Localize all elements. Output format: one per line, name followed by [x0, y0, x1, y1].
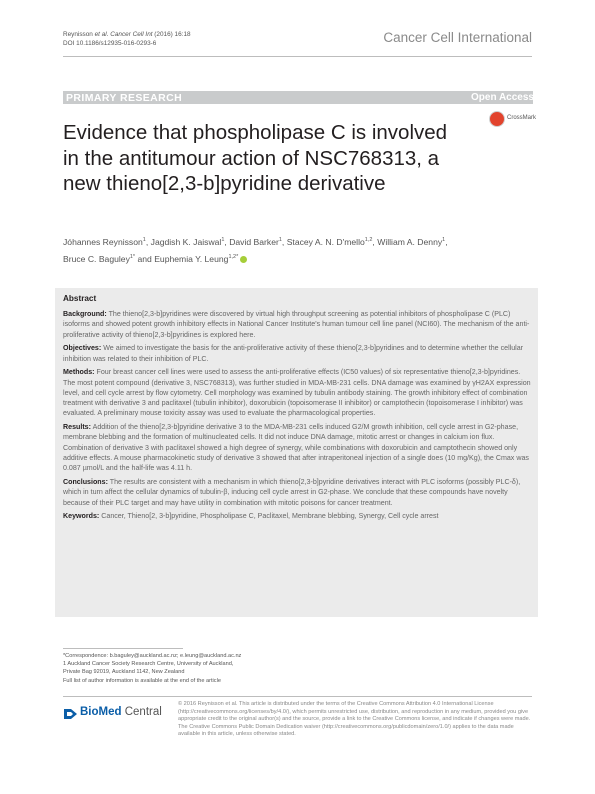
header-divider — [63, 56, 532, 57]
abstract-results — [63, 422, 533, 473]
author-name[interactable]: David Barker — [229, 236, 279, 247]
orcid-icon[interactable] — [240, 256, 247, 263]
open-access-label: Open Access — [471, 92, 534, 103]
section-text: Addition of the thieno[2,3-b]pyridine derivative 3 to the MDA-MB-231 cells induced G2/M growth inhibition, cell cycle arrest in G2-phase, membrane blebbing and the formation of multinucleated cells. It did not induce DNA damage, mitotic arrest or changes in calcium ion flux. Combination of derivative 3 with paclitaxel showed a high degree of synergy, while combinations with doxorubicin and camptothecin showed only additive effects. A mouse pharmacokinetic study of derivative 3 showed that after intraperitoneal injection of a single does (10 mg/Kg), the Cmax was 0.087 µmol/L and the half-life was 4.11 h. — [63, 423, 529, 473]
affiliation-note: 1 Auckland Cancer Society Research Centre, University of Auckland, — [63, 661, 234, 668]
footer-divider — [63, 696, 532, 697]
author-affiliation: 1 — [442, 237, 446, 243]
author-affiliation: 1,2* — [228, 254, 239, 261]
citation-year: (2016) 16:18 — [152, 31, 191, 38]
author-line-2 — [63, 250, 523, 267]
author-name[interactable]: William A. Denny — [377, 236, 443, 247]
footnotes — [63, 652, 313, 685]
abstract-background — [63, 309, 533, 340]
author-affiliation: 1* — [129, 254, 136, 261]
article-type-label: PRIMARY RESEARCH — [66, 92, 183, 104]
section-text: The thieno[2,3-b]pyridines were discovered by virtual high throughput screening as potential inhibitors of phospholipase C (PLC) isoforms and showed potent growth inhibitory effects in National Cancer Institute's human tumour cell line panel (NCI60). The mechanism of the anti-proliferative activity of thieno[2,3-b]pyridines is explored here. — [63, 310, 530, 339]
crossmark-label[interactable]: CrossMark — [507, 115, 537, 121]
license-text: © 2016 Reynisson et al. This article is distributed under the terms of the Creative Commons Attribution 4.0 International License (http://creativecommons.org/licenses/by/4.0/), which permits unrestricted use, distribution, and reproduction in any medium, provided you give appropriate credit to the original author(s) and the source, provide a link to the Creative Commons license, and indicate if changes were made. The Creative Commons Public Domain Dedication waiver (http://creativecommons.org/publicdomain/zero/1.0/) applies to the data made available in this article, unless otherwise stated. — [178, 701, 531, 738]
author-name[interactable]: Jagdish K. Jaiswal — [150, 236, 222, 247]
section-text: Four breast cancer cell lines were used to assess the anti-proliferative effects (IC50 values) of six representative thieno[2,3-b]pyridines. The most potent compound (derivative 3, NSC768313), was further studied in MDA-MB-231 cells. DNA damage was examined by γH2AX expression level, and cell cycle arrest by flow cytometry. Cell morphology was examined by tubulin antibody staining. The growth inhibitory effect of combination treatment with derivative 3 and paclitaxel (tubulin inhibitor), doxorubicin (topoisomerase II inhibitor) or camptothecin (topoisomerase I inhibitor) was evaluated. A preliminary mouse toxicity assay was used to evaluate the pharmacological properties. — [63, 368, 531, 418]
section-label: Objectives: — [63, 344, 102, 353]
publisher-name-b: Central — [124, 706, 162, 718]
section-label: Methods: — [63, 368, 95, 377]
author-affiliation: 1 — [221, 237, 225, 243]
author-info-note: Full list of author information is available at the end of the article — [63, 677, 221, 684]
abstract-body — [63, 309, 533, 525]
correspondence-note[interactable]: *Correspondence: b.baguley@auckland.ac.nz; e.leung@auckland.ac.nz — [63, 653, 242, 659]
journal-name: Cancer Cell International — [383, 30, 532, 45]
footnote-divider — [63, 648, 183, 649]
citation — [63, 31, 191, 48]
section-text: We aimed to investigate the basis for the anti-proliferative activity of these thieno[2,3-b]pyridines and to determine whether the cellular inhibition was related to their inhibition of PLC. — [63, 344, 524, 363]
abstract-conclusions — [63, 477, 533, 508]
author-line-1: Jóhannes Reynisson$^1$, Jagdish K. Jaiswal$^1$, David Barker$^1$, Stacey A. N. D'mello$^{1,2}$, William A. Denny$^1$, — [63, 236, 448, 247]
author-affiliation: 1,2 — [364, 237, 373, 243]
author-name[interactable]: Jóhannes Reynisson — [63, 236, 143, 247]
section-label: Background: — [63, 310, 107, 318]
section-text: Cancer, Thieno[2, 3-b]pyridine, Phospholipase C, Paclitaxel, Membrane blebbing, Synergy, Cell cycle arrest — [101, 512, 439, 521]
article-title: Evidence that phospholipase C is involved in the antitumour action of NSC768313, a new thieno[2,3-b]pyridine derivative — [63, 121, 448, 195]
author-affiliation: 1 — [142, 237, 146, 243]
author-name[interactable]: Stacey A. N. D'mello — [286, 236, 365, 247]
abstract-methods — [63, 367, 533, 418]
section-label: Keywords: — [63, 512, 100, 521]
author-name[interactable]: Euphemia Y. Leung — [154, 254, 229, 265]
biomed-central-logo-icon — [63, 707, 78, 721]
abstract-objectives — [63, 343, 533, 364]
affiliation-note: Private Bag 92019, Auckland 1142, New Zealand — [63, 669, 185, 676]
author-conjunction: and — [137, 254, 152, 265]
citation-authors: Reynisson — [63, 31, 95, 38]
author-affiliation: 1 — [278, 237, 282, 243]
citation-journal: et al. Cancer Cell Int — [94, 31, 153, 38]
section-text: The results are consistent with a mechanism in which thieno[2,3-b]pyridine derivatives interact with PLC isoforms (possibly PLC-δ), which in turn affect the cellular dynamics of tubulin-β, inducing cell cycle arrest in G2-phase. We conclude that these compounds have novelty because of their PLC target and may have utility in combination with mitotic poisons for cancer treatment. — [63, 478, 521, 507]
publisher-name-a: BioMed — [80, 706, 122, 718]
author-list — [63, 233, 523, 268]
crossmark-icon[interactable] — [489, 111, 505, 127]
abstract-heading: Abstract — [63, 294, 97, 303]
section-label: Results: — [63, 423, 91, 432]
author-name[interactable]: Bruce C. Baguley — [63, 254, 130, 265]
section-label: Conclusions: — [63, 478, 108, 487]
crossmark-badge — [489, 111, 505, 127]
doi-link[interactable]: DOI 10.1186/s12935-016-0293-6 — [63, 39, 157, 47]
abstract-keywords — [63, 511, 533, 521]
publisher-logo[interactable] — [80, 706, 162, 718]
